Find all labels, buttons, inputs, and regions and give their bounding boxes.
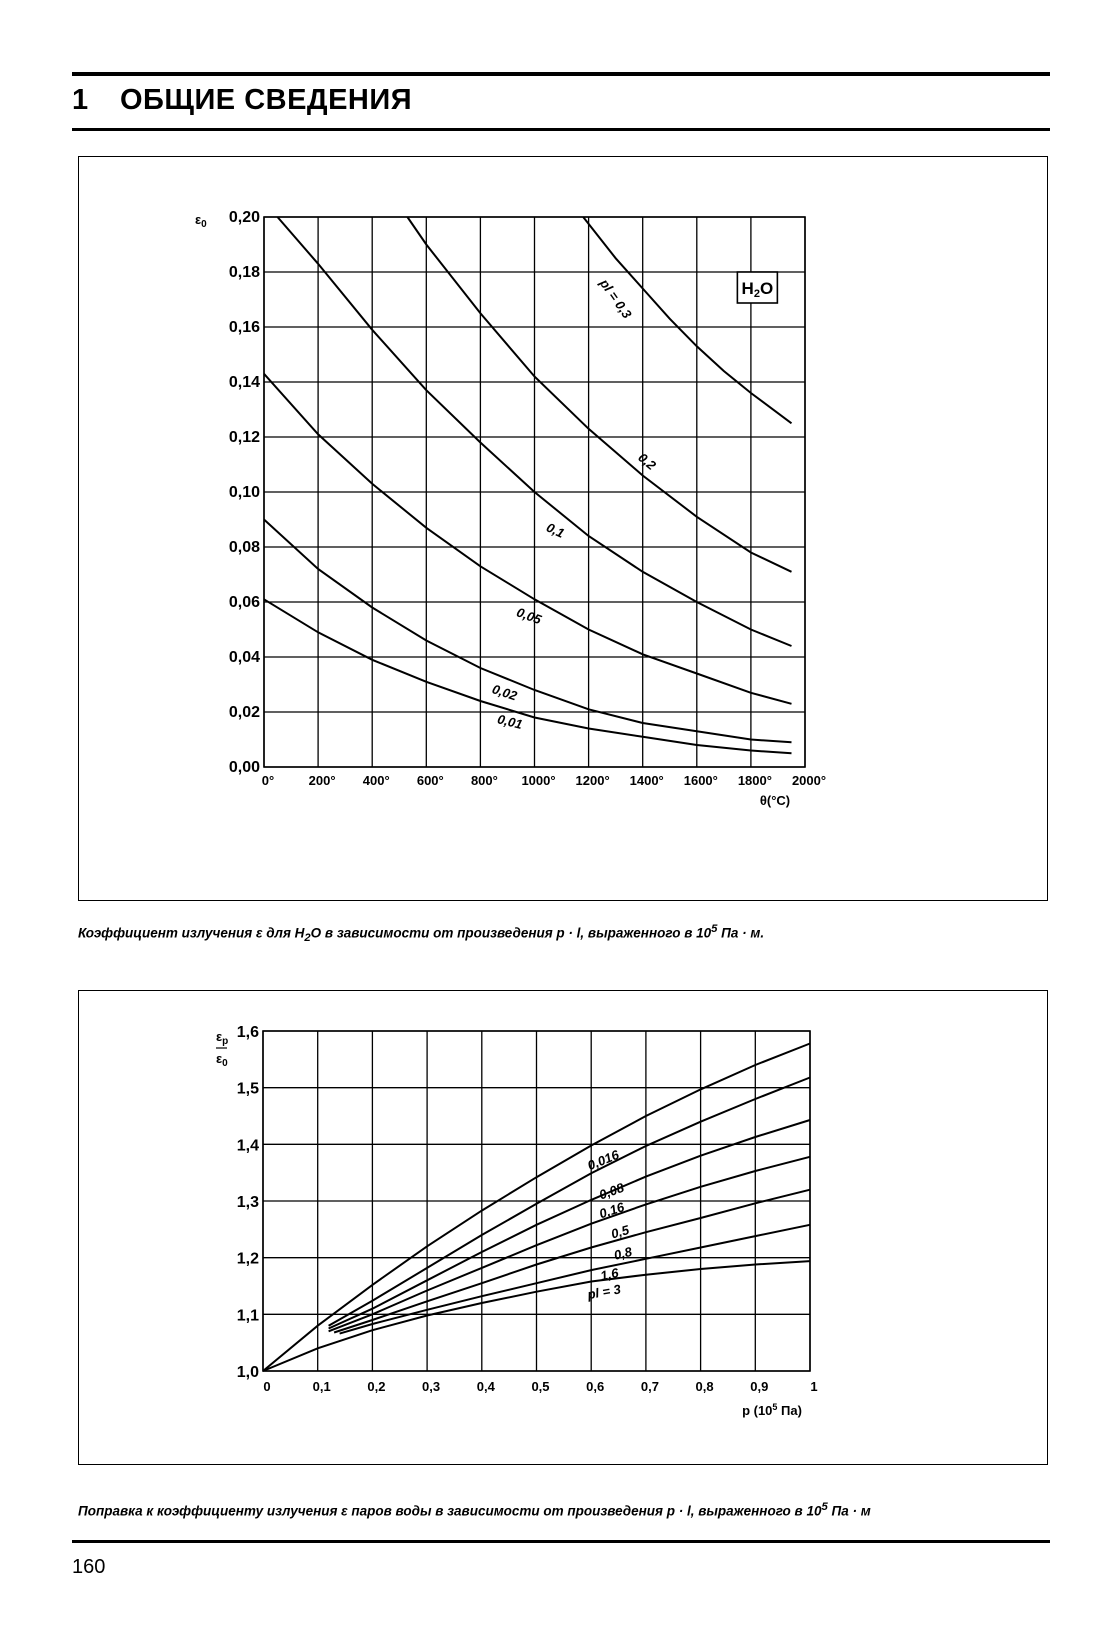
y-tick-label: 0,16: [228, 319, 260, 336]
caption2-after: Па · м: [827, 1503, 871, 1519]
x-tick-label: 0,5: [531, 1379, 550, 1394]
y-axis-label: $\varepsilon_0$: [195, 212, 207, 230]
x-tick-label: 0,3: [422, 1379, 441, 1394]
curve-label: 0,08: [597, 1179, 626, 1203]
curve-label: 0,05: [514, 604, 544, 628]
series-line: [583, 217, 791, 423]
x-tick-label: 800°: [470, 773, 498, 788]
h2o-badge-text: H2O: [741, 279, 774, 300]
curve-label: 0,01: [495, 711, 525, 733]
curve-label: 0,016: [585, 1146, 622, 1174]
x-tick-label: 0,9: [750, 1379, 769, 1394]
footer-rule: [72, 1540, 1050, 1543]
y-axis-label: [216, 1029, 228, 1069]
y-tick-label: 0,20: [228, 209, 260, 226]
x-tick-label: 0,8: [695, 1379, 714, 1394]
x-tick-label: 0,4: [476, 1379, 495, 1394]
x-tick-label: 0°: [261, 773, 275, 788]
section-title: ОБЩИЕ СВЕДЕНИЯ: [120, 84, 413, 116]
x-tick-label: 1200°: [575, 773, 610, 788]
curve-label: 0,1: [544, 519, 567, 541]
y-tick-label: 1,2: [236, 1250, 259, 1268]
y-tick-label: 1,1: [236, 1307, 259, 1325]
chart-emissivity-vs-temperature: [79, 157, 1047, 900]
curve-label: 0,8: [612, 1243, 634, 1263]
y-tick-label: 0,06: [228, 594, 260, 611]
caption2-sup: 5: [821, 1501, 828, 1513]
chart1-caption: [78, 923, 764, 944]
y-axis-label-denominator: $\varepsilon_0$: [216, 1051, 228, 1069]
curve-label: 0,16: [597, 1199, 627, 1222]
y-tick-label: 0,18: [228, 264, 260, 281]
curve-label: 0,5: [609, 1222, 631, 1242]
section-number: 1: [72, 84, 89, 116]
x-tick-label: 1600°: [683, 773, 718, 788]
y-tick-label: 0,02: [228, 704, 260, 721]
x-tick-label: 0,1: [312, 1379, 331, 1394]
y-tick-label: 0,04: [228, 649, 260, 666]
y-tick-label: 1,6: [236, 1024, 259, 1041]
y-tick-label: 1,4: [236, 1137, 259, 1155]
y-axis-label-numerator: $\varepsilon_p$: [216, 1029, 229, 1047]
curve-label: 1,6: [599, 1265, 620, 1284]
y-tick-label: 1,0: [236, 1364, 259, 1381]
x-tick-label: 600°: [416, 773, 444, 788]
y-tick-label: 1,5: [236, 1080, 259, 1098]
curve-label: pl = 0,3: [596, 276, 635, 322]
y-tick-label: 0,10: [228, 484, 260, 501]
y-tick-label: 0,12: [228, 429, 260, 446]
curve-label: 0,2: [635, 449, 659, 473]
y-tick-label: 0,08: [228, 539, 260, 556]
chart-emissivity-correction-vs-pressure: [79, 991, 1047, 1464]
caption1-sup: 5: [711, 923, 718, 935]
x-tick-label: 1400°: [629, 773, 664, 788]
x-tick-label: 400°: [362, 773, 390, 788]
x-tick-label: 1000°: [521, 773, 556, 788]
x-tick-label: 2000°: [791, 773, 827, 788]
x-tick-label: 0,7: [640, 1379, 659, 1394]
x-tick-label: 200°: [308, 773, 336, 788]
x-tick-label: 0,2: [367, 1379, 386, 1394]
x-tick-label: 0,6: [586, 1379, 605, 1394]
series-line: [407, 217, 791, 572]
y-tick-label: 0,14: [228, 374, 260, 391]
caption1-sub: 2: [304, 932, 311, 945]
x-tick-label: 1: [810, 1379, 818, 1394]
chart2-frame: [78, 990, 1048, 1465]
caption1-after: Па · м.: [717, 925, 765, 941]
caption1-before: Коэффициент излучения ε для H: [78, 925, 305, 941]
curve-label: pl = 3: [586, 1281, 622, 1303]
y-tick-label: 1,3: [236, 1194, 259, 1211]
top-rule: [72, 72, 1050, 76]
curve-label: 0,02: [490, 681, 520, 704]
x-tick-label: 0: [263, 1379, 271, 1394]
series-line: [329, 1120, 810, 1329]
x-axis-label: p ($10^5$ Па): [742, 1402, 802, 1418]
caption2-before: Поправка к коэффициенту излучения ε паров воды в зависимости от произведения p · l, выраженного в 10: [78, 1503, 822, 1519]
caption1-middle: O в зависимости от произведения p · l, выраженного в 10: [310, 925, 712, 941]
chart1-frame: [78, 156, 1048, 901]
series-line: [264, 520, 792, 743]
page-number: 160: [72, 1556, 106, 1578]
section-header: [72, 84, 412, 124]
series-line: [329, 1157, 810, 1332]
chart2-caption: [78, 1501, 871, 1519]
x-tick-label: 1800°: [737, 773, 772, 788]
y-tick-label: 0,00: [228, 759, 260, 776]
series-line: [264, 374, 792, 704]
x-axis-label: θ(°C): [759, 793, 791, 808]
header-underline: [72, 128, 1050, 131]
